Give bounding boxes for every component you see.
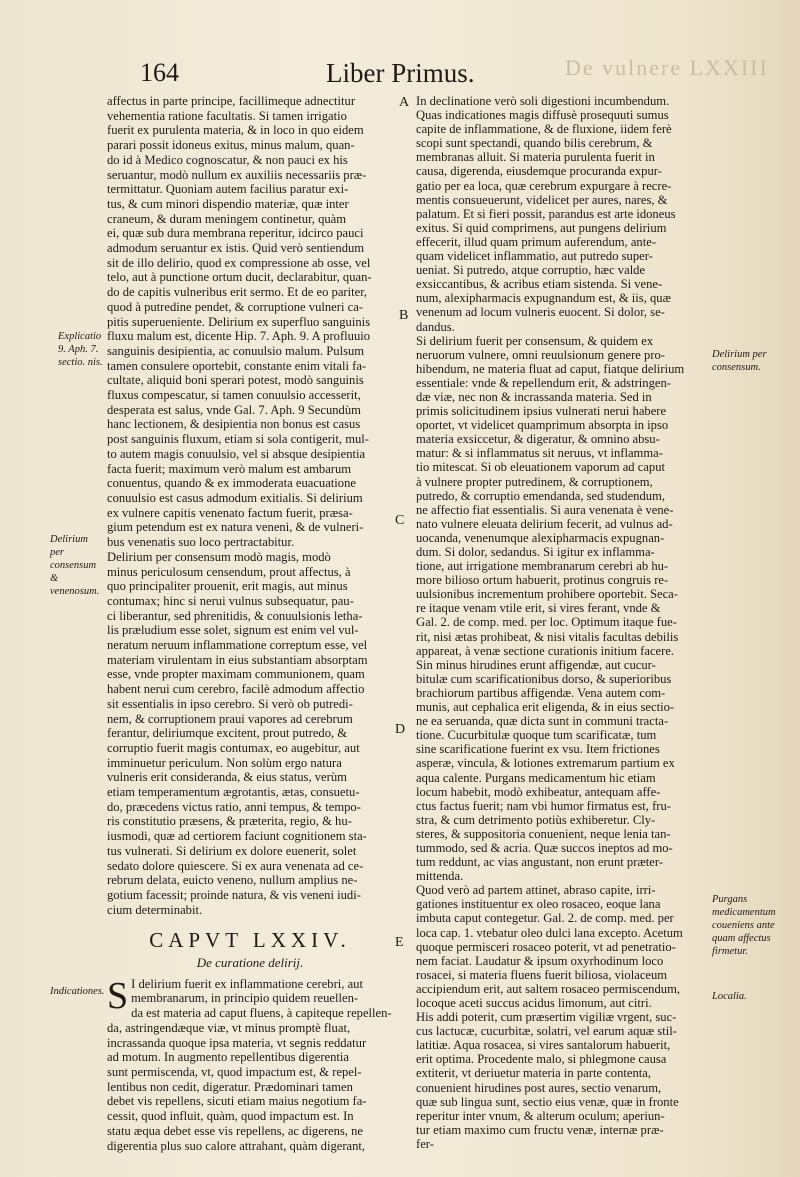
- text-line: Delirium per consensum modò magis, modò: [107, 549, 331, 564]
- text-line: imminuetur periculum. Non solùm ergo natura: [107, 755, 342, 770]
- text-line: locum habebit, modò exhibeatur, antequam affe-: [416, 784, 661, 799]
- text-line: tus, & cum minori dispendio materiæ, quæ inter: [107, 196, 349, 211]
- text-line: essentiale: vnde & repellendum erit, & adstringen-: [416, 375, 671, 390]
- text-line: causa, digerenda, eiusdemque procuranda expur-: [416, 164, 662, 179]
- text-line: corruptio fuerit magis contumax, eo augebitur, aut: [107, 740, 360, 755]
- text-line: seruantur, modò nullum ex auxiliis necessariis præ-: [107, 167, 367, 182]
- text-line: putredo, & corruptio emendanda, sed studendum,: [416, 488, 666, 503]
- section-letter-b: B: [399, 308, 409, 323]
- text-line: mittenda.: [416, 869, 464, 884]
- text-line: Quod verò ad partem attinet, abraso capite, irri-: [416, 883, 656, 898]
- text-line: quoque permisceri rosaceo poterit, vt ad penetratio-: [416, 939, 676, 954]
- text-line: ueniat. Si putredo, atque corruptio, hæc valde: [416, 263, 646, 278]
- text-line: dæ viæ, nec non & incrassanda materia. Sed in: [416, 389, 652, 404]
- text-line: exitus. Si quid comprimens, aut pungens delirium: [416, 220, 667, 235]
- text-line: neratum neruum inflammatione correptum esse, vel: [107, 638, 368, 653]
- text-line: re itaque venam vtile erit, si vires ferant, vnde &: [416, 601, 661, 616]
- text-line: sit de illo delirio, quod ex compressione ab osse, vel: [107, 255, 371, 270]
- text-line: lentibus non cedit, digeratur. Prædominari tamen: [107, 1079, 353, 1094]
- text-line: oportet, vt videlicet quamprimum absorpta in ipso: [416, 418, 669, 433]
- text-line: quod à putredine pendet, & corruptione vulneri ca-: [107, 299, 363, 314]
- text-line: effecerit, illud quam primum auferendum, ante-: [416, 234, 657, 249]
- text-line: tione. Cucurbitulæ quoque tum scarificatæ, tum: [416, 728, 657, 743]
- text-line: brachiorum partibus affigendæ. Vena autem com-: [416, 685, 666, 700]
- text-line: uocanda, venenumque alexipharmacis expugnan-: [416, 530, 665, 545]
- text-line: da, astringendæque viæ, vt minus promptè fluat,: [107, 1020, 351, 1035]
- text-line: matur: & si inflammatus sit neruus, vt inflamma-: [416, 446, 663, 461]
- text-line: do id à Medico cognoscatur, & non pauci ex his: [107, 152, 348, 167]
- text-line: sanguinis desipientia, ac conuulsio malum. Pulsum: [107, 343, 365, 358]
- text-line: tummodo, sed & acria. Quæ succos ineptos ad mo-: [416, 840, 673, 855]
- text-line: dum. Si dolor, sedandus. Si igitur ex inflamma-: [416, 545, 655, 559]
- right-column: [416, 94, 707, 1151]
- section-letter-a: A: [399, 95, 410, 110]
- text-line: latitiæ. Aqua rosacea, si vires santalorum habuerit,: [416, 1038, 671, 1053]
- text-line: gotium facessit; proinde natura, & vis veneni iudi-: [107, 887, 361, 902]
- text-line: locoque aceti succus acidus limonum, aut citri.: [416, 996, 652, 1010]
- text-line: fer-: [416, 1136, 434, 1151]
- text-line: tum reddunt, ac vias angustant, non erunt præter-: [416, 855, 664, 870]
- text-line: iusmodi, quæ ad certiorem faciunt cognitionem sta-: [107, 829, 367, 844]
- margin-note-indicationes: Indicationes.: [50, 986, 105, 997]
- text-line: ci liberantur, sed phrenitidis, & conuulsionis letha-: [107, 608, 363, 623]
- text-line: cus lactucæ, cucurbitæ, solatri, vel earum aquæ stil-: [416, 1024, 677, 1039]
- text-line: imbuta caput contegetur. Gal. 2. de comp. med. per: [416, 911, 674, 926]
- text-line: cultate, aliquid boni sperari potest, modò sanguinis: [107, 373, 364, 388]
- text-line: bus venenatis suo loco pertractabitur.: [107, 535, 295, 550]
- text-line: contumax; hinc si nerui vulnus subsequatur, pau-: [107, 593, 354, 608]
- drop-cap: S: [107, 974, 129, 1017]
- text-line: gatio per ea loca, quæ cerebrum expurgare à recre-: [416, 178, 672, 193]
- text-line: statu æqua debet esse vis repellens, ac digerens, ne: [107, 1123, 363, 1138]
- text-line: admodum seruantur ex istis. Quid verò sentiendum: [107, 241, 365, 256]
- margin-note-purgans: Purgans medicamentum coueniens ante quam affectus firmetur.: [712, 894, 776, 957]
- text-line: In declinatione verò soli digestioni incumbendum.: [416, 94, 670, 108]
- text-line: mentis consueuerunt, videlicet per aures, nares, &: [416, 192, 668, 207]
- text-line: neruorum vulnere, omni reuulsionum genere pro-: [416, 347, 666, 362]
- text-line: tione, aut irrigatione membranarum cerebri ab hu-: [416, 559, 669, 574]
- text-line: rebrum delata, euicto veneno, nullum amplius ne-: [107, 873, 358, 888]
- text-line: more bilioso ortum habuerit, protinus congruis re-: [416, 573, 669, 588]
- text-line: sunt permiscenda, vt, quod impactum est, & repel-: [107, 1065, 362, 1079]
- text-line: à vulnere propter putredinem, & corruptionem,: [416, 474, 653, 489]
- text-line: post sanguinis fluxum, etiam si sola contigerit, mul-: [107, 432, 369, 447]
- text-line: facta fuerit; maximum verò malum est ambarum: [107, 461, 352, 476]
- text-line: do, præcedens victus ratio, anni tempus, & tempo-: [107, 799, 361, 814]
- text-line: nato vulnere eleuata delirium fecerit, ad vulnus ad-: [416, 516, 673, 531]
- text-line: dandus.: [416, 319, 455, 334]
- text-line: rit, nisi ætas prohibeat, & nisi vitalis facultas debilis: [416, 629, 679, 644]
- text-line: ei, quæ sub dura membrana reperitur, idcirco pauci: [107, 226, 364, 241]
- text-line: lis præludium esse solet, signum est enim vel vul-: [107, 623, 359, 638]
- text-line: Sin minus hirudines erunt affigendæ, aut cucur-: [416, 657, 656, 672]
- margin-note-delirium-consensum-venenosum: Delirium per consensum & venenosum.: [50, 534, 100, 597]
- text-line: habent nerui cum cerebro, facilè admodum affectio: [107, 682, 365, 697]
- text-line: desperata est salus, vnde Gal. 7. Aph. 9 Secundùm: [107, 402, 361, 417]
- text-line: uulsionibus incrementum prohibere oportebit. Seca-: [416, 587, 678, 602]
- text-line: materia exsiccetur, & digeratur, & omnino absu-: [416, 432, 660, 447]
- text-line: incrassanda quoque ipsa materia, vt segnis reddatur: [107, 1035, 367, 1050]
- page-number: 164: [140, 58, 179, 87]
- text-line: conuulsio est casus admodum exitialis. Si delirium: [107, 490, 363, 505]
- text-line: ne ea seruanda, quæ dicta sunt in communi tracta-: [416, 714, 669, 729]
- text-line: do de capitis vulneribus erit sermo. Et de eo pariter,: [107, 285, 368, 300]
- text-line: nem faciat. Laudatur & ipsum oxyrhodinum loco: [416, 953, 664, 968]
- text-line: steres, & suppositoria conuenient, neque lenia tan-: [416, 826, 671, 841]
- text-line: ex vulnere capitis venenato factum fuerit, præsa-: [107, 505, 353, 520]
- text-line: bitulæ cum scarificationibus dorso, & superioribus: [416, 671, 672, 686]
- text-line: loca cap. 1. vtebatur oleo dulci lana excepto. Acetum: [416, 925, 683, 940]
- text-line: cium determinabit.: [107, 902, 203, 917]
- text-line: minus periculosum censendum, prout affectus, à: [107, 564, 351, 579]
- chapter-subtitle: De curatione delirij.: [196, 955, 304, 971]
- section-letter-e: E: [395, 935, 404, 950]
- text-line: hanc lectionem, & desipientia non bonus est casus: [107, 417, 361, 432]
- text-line: ris constitutio præsens, & præterita, regio, & hu-: [107, 814, 352, 829]
- text-line: erit optima. Procedente malo, si phlegmone causa: [416, 1052, 667, 1067]
- text-line: fuerit ex purulenta materia, & in loco in quo eidem: [107, 123, 364, 138]
- section-letter-d: D: [395, 722, 406, 737]
- text-line: quo principaliter prouenit, erit magis, aut minus: [107, 579, 348, 594]
- bleed-through-text: De vulnere LXXIII: [565, 55, 769, 80]
- text-line: extiterit, vt deriuetur materia in parte contenta,: [416, 1066, 651, 1081]
- text-line: da est materia ad caput fluens, à capiteque repellen-: [131, 1006, 392, 1021]
- text-line: debet vis repellens, sicuti etiam maius negotium fa-: [107, 1094, 367, 1109]
- text-line: His addi poterit, cum præsertim vigiliæ vrgent, suc-: [416, 1010, 677, 1025]
- text-line: vehementia ratione facultatis. Si tamen irrigatio: [107, 108, 347, 123]
- text-line: ad motum. In augmento repellentibus digerentia: [107, 1050, 350, 1065]
- text-line: craneum, & duram meningem continetur, quàm: [107, 211, 347, 226]
- text-line: nem, & corruptionem praui vapores ad cerebrum: [107, 711, 353, 726]
- text-line: vulneris erit consideranda, & eius status, verùm: [107, 770, 347, 785]
- text-line: appareat, à venæ sectione curationis initium facere.: [416, 643, 675, 658]
- text-line: esse, vnde propter maximam communionem, quam: [107, 667, 365, 682]
- left-body-text: [107, 94, 393, 917]
- text-line: sit essentialis in ipso cerebro. Si verò ob putredi-: [107, 696, 353, 711]
- text-line: Si delirium fuerit per consensum, & quidem ex: [416, 333, 654, 348]
- text-line: cessit, quod influit, quàm, quod impactum est. In: [107, 1109, 354, 1124]
- text-line: hibendum, ne materia fluat ad caput, fiatque delirium: [416, 361, 685, 376]
- text-line: rosacei, si materia fluens fuerit biliosa, violaceum: [416, 967, 668, 982]
- text-line: accipiendum erit, aut saltem rosaceo permiscendum,: [416, 981, 681, 996]
- text-line: telo, aut à punctione ortum ducit, declarabitur, quan-: [107, 270, 372, 285]
- text-line: tio mitescat. Si ob eleuationem vaporum ad caput: [416, 460, 666, 475]
- text-line: stra, & cum detrimento potiùs exhiberetur. Cly-: [416, 812, 656, 827]
- chapter-body: [107, 974, 393, 1153]
- text-line: termittatur. Quoniam autem facilius paratur exi-: [107, 182, 349, 197]
- text-line: tur etiam maximo cum fructu venæ, internæ præ-: [416, 1122, 664, 1137]
- text-line: quæ sub lingua sunt, sectio eius venæ, quæ in fronte: [416, 1094, 679, 1109]
- text-line: munis, aut cephalica erit eligenda, & in eius sectio-: [416, 700, 675, 715]
- text-line: gium petendum est ex natura veneni, & de vulneri-: [107, 520, 364, 535]
- text-line: membranarum, in principio quidem reuellen-: [131, 991, 359, 1006]
- chapter-heading: CAPVT LXXIV.: [149, 928, 351, 953]
- text-line: materiam virulentam in eius substantiam absorptam: [107, 652, 368, 667]
- text-line: tus vulnerati. Si delirium ex dolore euenerit, solet: [107, 843, 357, 858]
- text-line: capite de inflammatione, & de fluxione, iidem ferè: [416, 122, 672, 137]
- text-line: fluxus compescatur, si tamen conuulsio accesserit,: [107, 388, 361, 403]
- running-title: Liber Primus.: [326, 58, 475, 88]
- text-line: conuenient hirudines post aures, sectio venarum,: [416, 1080, 662, 1095]
- text-line: quam videlicet inflammatio, aut putredo super-: [416, 249, 653, 264]
- text-line: membranas alluit. Si materia purulenta fuerit in: [416, 150, 655, 165]
- margin-note-explicatio: Explicatio 9. Aph. 7. sectio. nis.: [58, 331, 103, 368]
- text-line: sedato dolore quiescere. Si ex aura venenata ad ce-: [107, 858, 364, 873]
- text-line: palatum. Et si fieri possit, parandus est arte idoneus: [416, 206, 676, 221]
- left-column: [107, 94, 393, 1153]
- text-line: sine scarificatione fuerint ex vsu. Item frictiones: [416, 742, 660, 757]
- right-body-text: [416, 94, 707, 1151]
- text-line: conuentus, quando & ex immoderata euacuatione: [107, 476, 356, 491]
- text-line: Gal. 2. de comp. med. per loc. Optimum itaque fue-: [416, 615, 677, 630]
- text-line: affectus in parte principe, facillimeque adnectitur: [107, 94, 356, 108]
- text-line: ctus factus fuerit; nam vbi humor firmatus est, fru-: [416, 798, 671, 813]
- text-line: reperitur inter vnum, & alterum oculum; aperiun-: [416, 1108, 665, 1123]
- text-line: digerentia plus suo calore attrahant, quàm digerant,: [107, 1138, 366, 1153]
- text-line: ne affectio fiat essentialis. Si aura venenata è vene-: [416, 502, 674, 517]
- text-line: primis solicitudinem ipsius vulnerati nerui habere: [416, 404, 667, 419]
- margin-note-delirium-consensum: Delirium per consensum.: [712, 349, 767, 373]
- text-line: to autem magis conuulsio, vel si absque desipientia: [107, 446, 366, 461]
- text-line: I delirium fuerit ex inflammatione cerebri, aut: [131, 976, 363, 991]
- text-line: ferantur, deliriumque excitent, prout putredo, &: [107, 726, 348, 741]
- text-line: venenum ad locum vulneris euocent. Si dolor, se-: [416, 305, 665, 320]
- text-line: etiam temperamentum ægrotantis, ætas, consuetu-: [107, 785, 360, 800]
- text-line: asperæ, vincula, & lotiones extremarum partium ex: [416, 756, 675, 771]
- text-line: exsiccantibus, & acribus etiam sistenda. Si vene-: [416, 277, 663, 292]
- text-line: num, alexipharmacis expugnandum est, & iis, quæ: [416, 291, 671, 306]
- text-line: parari possit idoneus exitus, minus malum, quan-: [107, 138, 355, 153]
- margin-note-localia: Localia.: [712, 991, 747, 1002]
- text-line: aqua calente. Purgans medicamentum hic etiam: [416, 770, 656, 785]
- text-line: tamen consulere oportebit, constante enim vitali fa-: [107, 358, 367, 373]
- text-line: Quas indicationes magis diffusè prosequuti sumus: [416, 108, 669, 123]
- section-letter-c: C: [395, 513, 405, 528]
- chapter-body-text: [107, 974, 393, 1153]
- text-line: scopi sunt spectandi, quando bilis cerebrum, &: [416, 136, 653, 151]
- text-line: gationes instituentur ex oleo rosaceo, eoque lana: [416, 897, 661, 912]
- text-line: fluxu malum est, dicente Hip. 7. Aph. 9. A profluuio: [107, 329, 371, 344]
- text-line: pitis superueniente. Delirium ex superfluo sanguinis: [107, 314, 371, 329]
